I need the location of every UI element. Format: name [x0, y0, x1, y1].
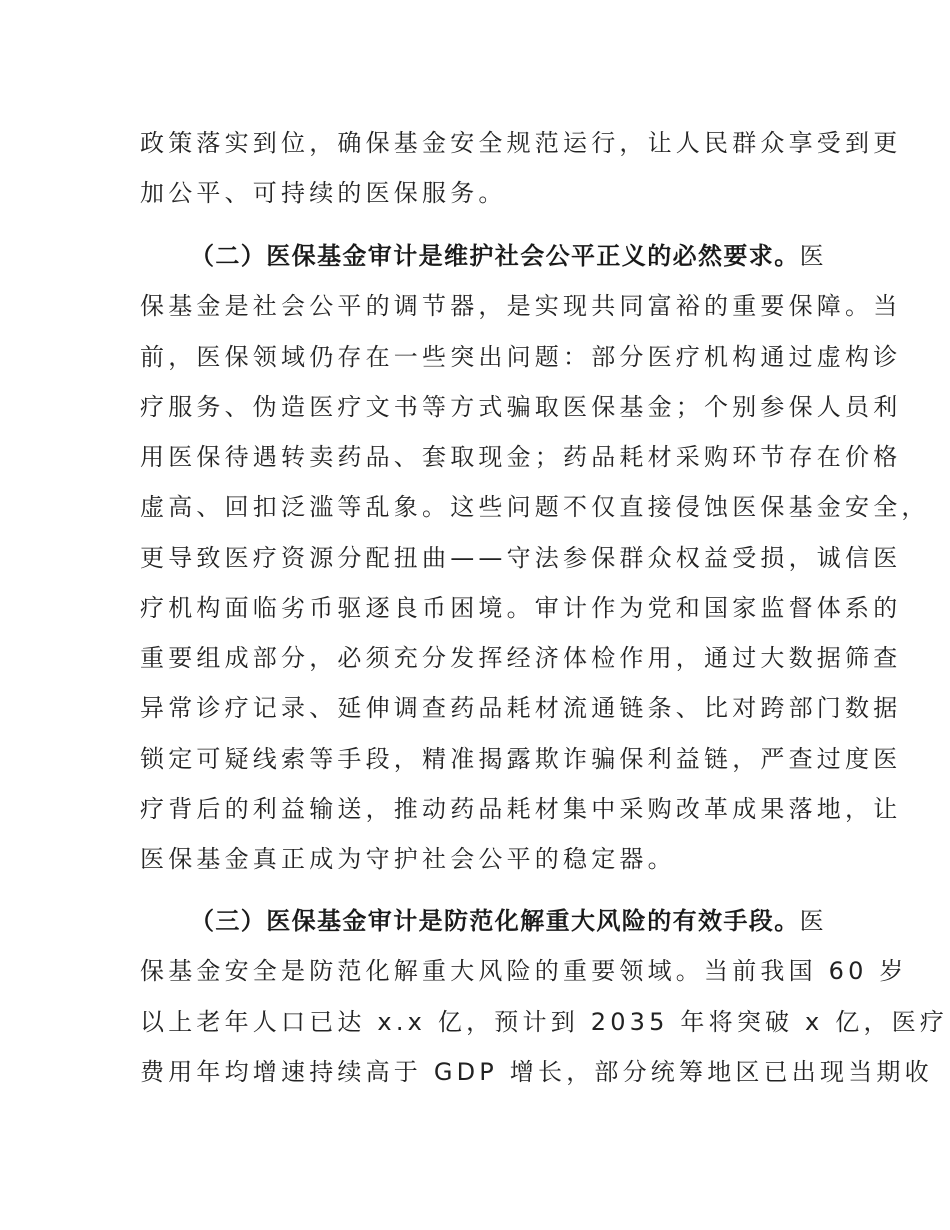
paragraph-2-line-10: 异常诊疗记录、延伸调查药品耗材流通链条、比对跨部门数据: [140, 694, 902, 722]
paragraph-1-line-1: 政策落实到位，确保基金安全规范运行，让人民群众享受到更: [140, 129, 902, 157]
paragraph-2-line-6: 虚高、回扣泛滥等乱象。这些问题不仅直接侵蚀医保基金安全，: [140, 493, 930, 521]
paragraph-2-line-1: [190, 241, 828, 271]
paragraph-2-line-9: 重要组成部分，必须充分发挥经济体检作用，通过大数据筛查: [140, 644, 902, 672]
paragraph-2-line-4: 疗服务、伪造医疗文书等方式骗取医保基金；个别参保人员利: [140, 393, 902, 421]
paragraph-3-line-3: 以上老年人口已达 x.x 亿，预计到 2035 年将突破 x 亿，医疗: [140, 1008, 949, 1036]
paragraph-2-line-13: 医保基金真正成为守护社会公平的稳定器。: [140, 845, 676, 873]
paragraph-2-line-8: 疗机构面临劣币驱逐良币困境。审计作为党和国家监督体系的: [140, 594, 902, 622]
paragraph-3-line-1-tail: 医: [799, 907, 828, 935]
paragraph-2-line-12: 疗背后的利益输送，推动药品耗材集中采购改革成果落地，让: [140, 795, 902, 823]
paragraph-2-line-5: 用医保待遇转卖药品、套取现金；药品耗材采购环节存在价格: [140, 443, 902, 471]
paragraph-2-line-7: 更导致医疗资源分配扭曲——守法参保群众权益受损，诚信医: [140, 544, 902, 572]
paragraph-2-line-2: 保基金是社会公平的调节器，是实现共同富裕的重要保障。当: [140, 292, 902, 320]
paragraph-1-line-2: 加公平、可持续的医保服务。: [140, 179, 507, 207]
paragraph-2-line-1-tail: 医: [799, 242, 828, 270]
paragraph-3-line-1: [190, 906, 828, 936]
paragraph-3-line-2: 保基金安全是防范化解重大风险的重要领域。当前我国 60 岁: [140, 957, 908, 985]
paragraph-3-line-4: 费用年均增速持续高于 GDP 增长，部分统筹地区已出现当期收: [140, 1058, 933, 1086]
section-2-heading: （二）医保基金审计是维护社会公平正义的必然要求。: [190, 242, 800, 270]
section-3-heading: （三）医保基金审计是防范化解重大风险的有效手段。: [190, 907, 800, 935]
paragraph-2-line-3: 前，医保领域仍存在一些突出问题：部分医疗机构通过虚构诊: [140, 343, 902, 371]
paragraph-2-line-11: 锁定可疑线索等手段，精准揭露欺诈骗保利益链，严查过度医: [140, 745, 902, 773]
